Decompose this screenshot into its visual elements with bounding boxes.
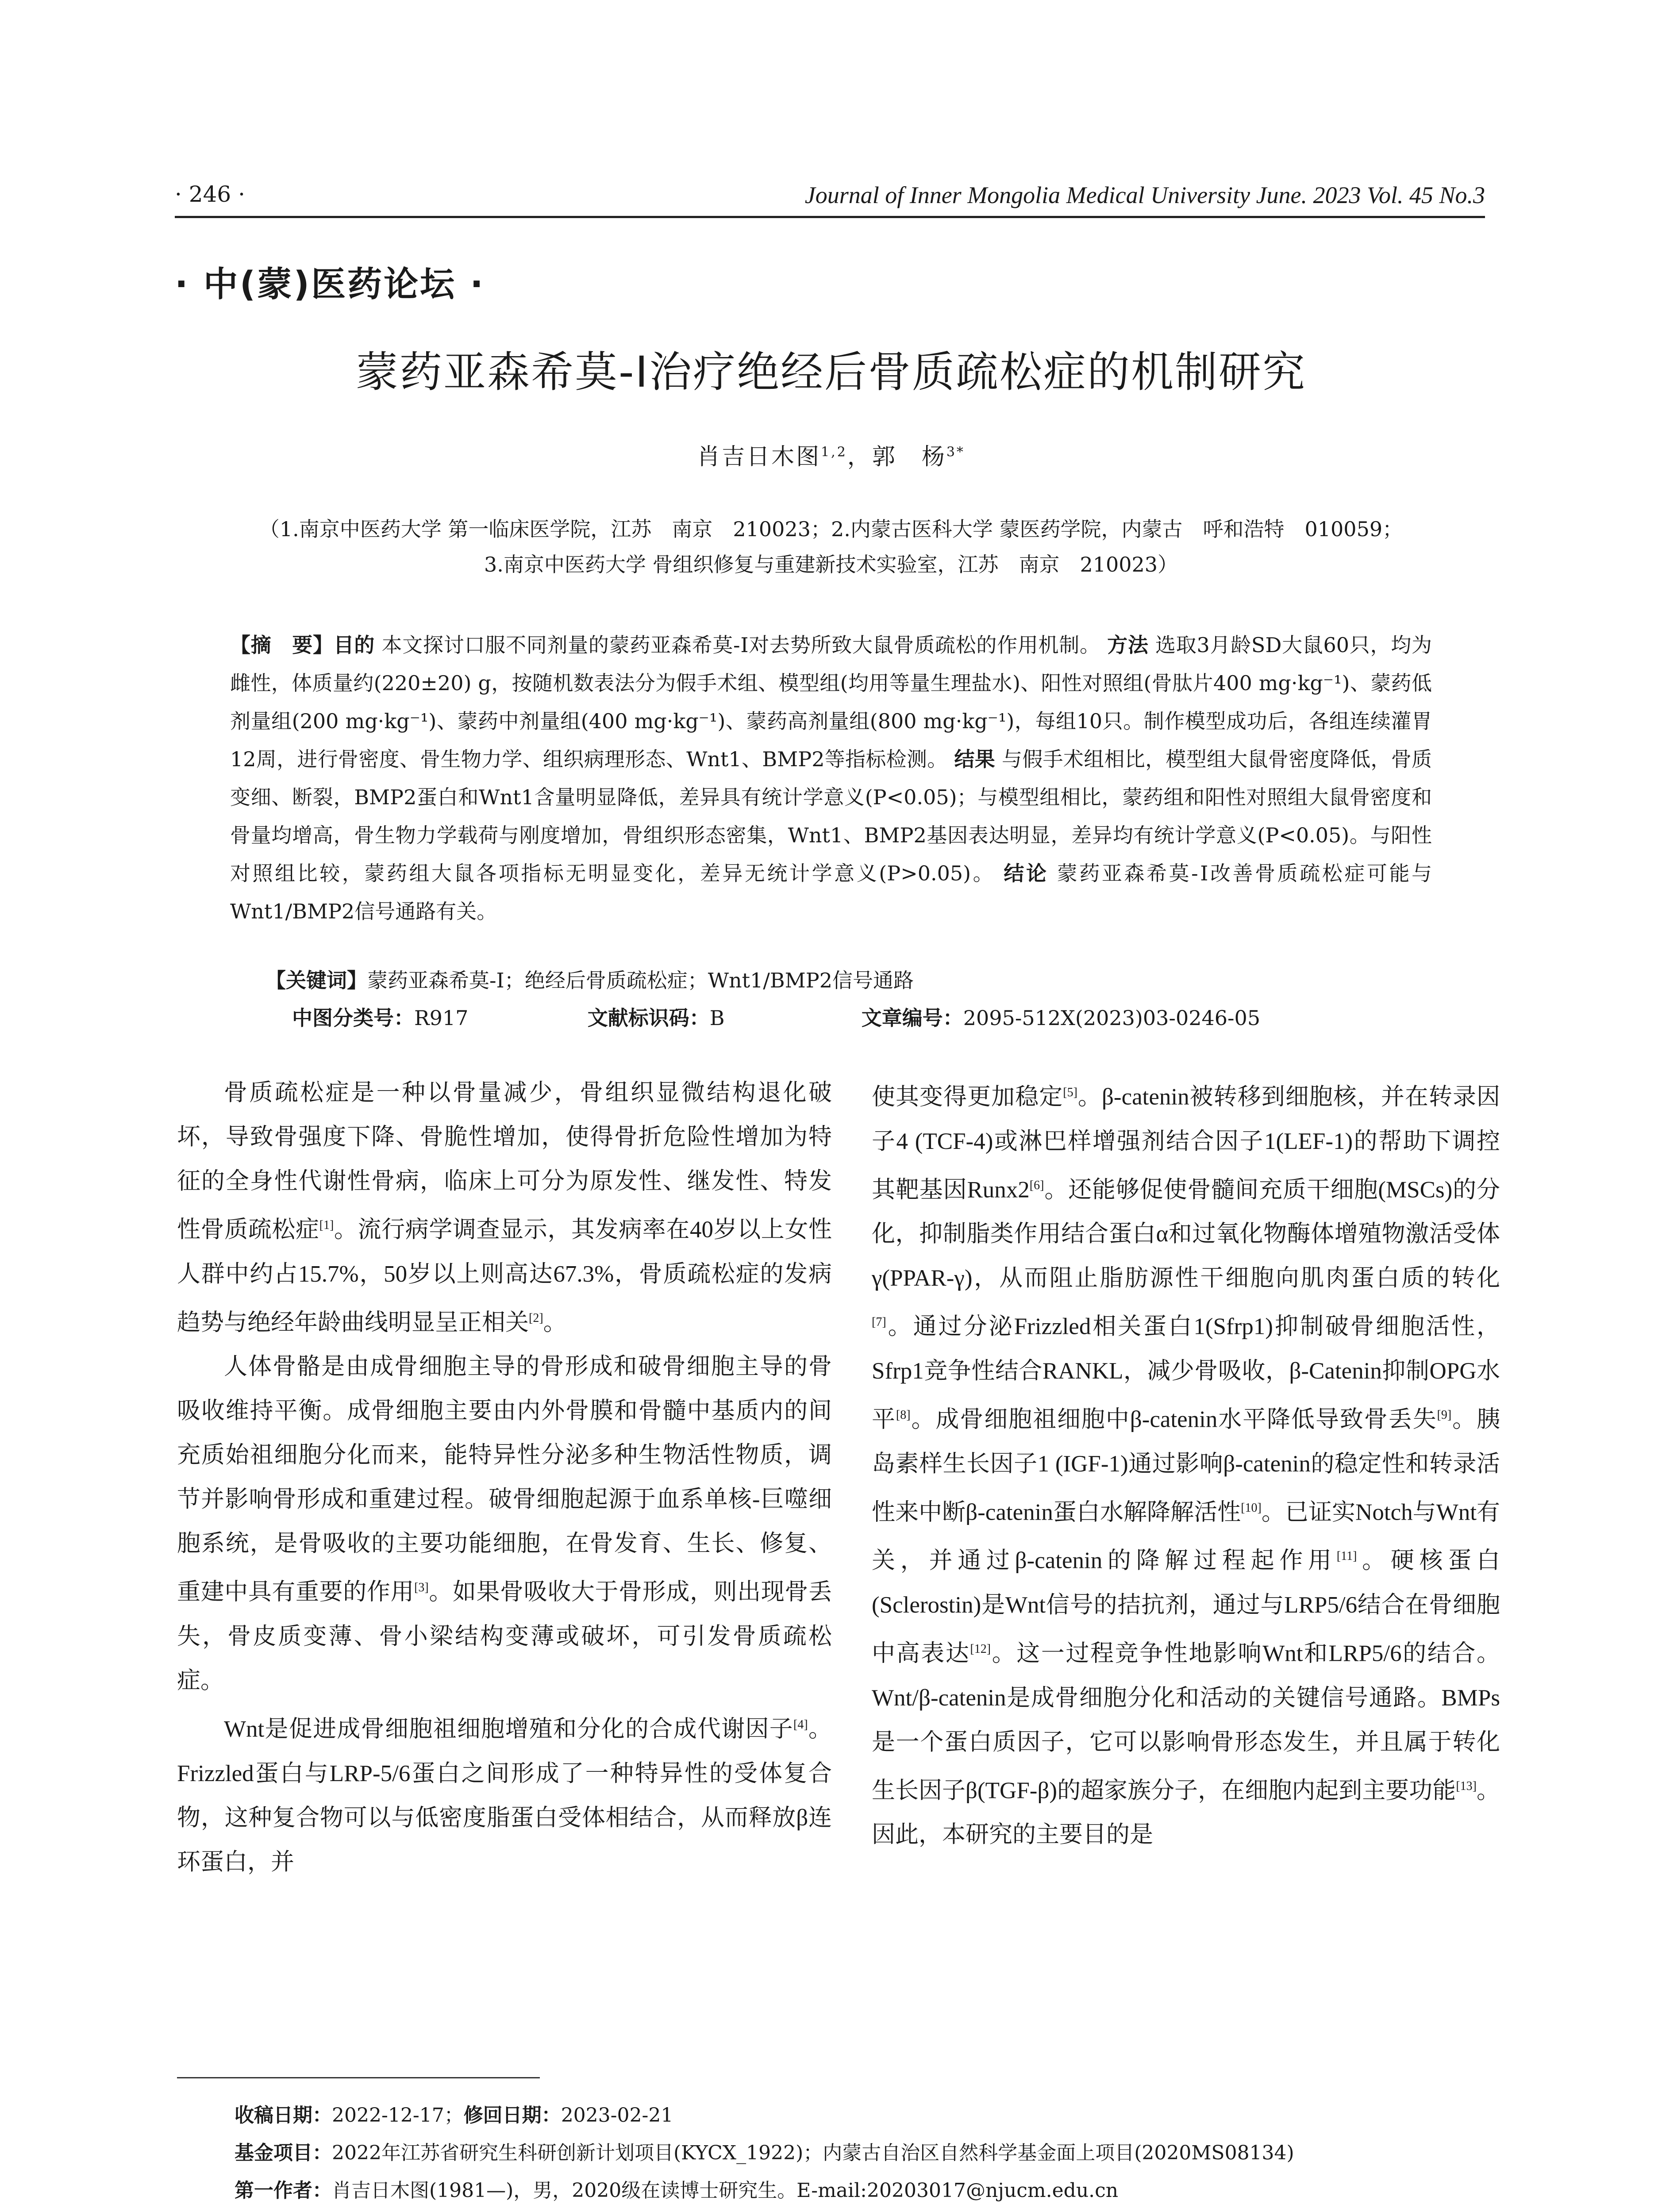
keywords bbox=[265, 964, 1432, 994]
footnote-dates bbox=[235, 2099, 1485, 2128]
abstract-label: 【摘 要】 bbox=[230, 633, 334, 657]
revised-date: 2023-02-21 bbox=[561, 2104, 673, 2127]
article-title: 蒙药亚森希莫-Ⅰ治疗绝经后骨质疏松症的机制研究 bbox=[356, 347, 1306, 397]
citation-ref: [12] bbox=[970, 1642, 991, 1656]
footnote-first-author bbox=[235, 2174, 1485, 2203]
article-number-value: 2095-512X(2023)03-0246-05 bbox=[963, 1006, 1261, 1030]
header-rule bbox=[175, 216, 1485, 218]
author-affiliation-mark: 3* bbox=[946, 444, 965, 460]
citation-ref: [6] bbox=[1029, 1178, 1044, 1192]
keywords-label: 【关键词】 bbox=[265, 968, 367, 992]
author-name: 郭 杨 bbox=[872, 444, 946, 470]
citation-ref: [8] bbox=[896, 1408, 911, 1422]
classification-row bbox=[292, 1002, 1432, 1031]
abstract bbox=[230, 626, 1432, 930]
affiliation-line: 3.南京中医药大学 骨组织修复与重建新技术实验室，江苏 南京 210023） bbox=[484, 553, 1178, 576]
affiliation-line: （1.南京中医药大学 第一临床医学院，江苏 南京 210023；2.内蒙古医科大学 蒙医药学院，内蒙古 呼和浩特 010059； bbox=[259, 517, 1403, 541]
doc-code-value: B bbox=[709, 1006, 725, 1030]
keywords-text: 蒙药亚森希莫-Ⅰ；绝经后骨质疏松症；Wnt1/BMP2信号通路 bbox=[367, 968, 914, 992]
clc-value: R917 bbox=[414, 1006, 469, 1030]
author-line bbox=[0, 438, 1662, 471]
body-paragraph: 骨质疏松症是一种以骨量减少，骨组织显微结构退化破坏，导致骨强度下降、骨脆性增加，使得骨折危险性增加为特征的全身性代谢性骨病，临床上可分为原发性、继发性、特发性骨质疏松症[1]。流行病学调查显示，其发病率在40岁以上女性人群中约占15.7%，50岁以上则高达67.3%，骨质疏松症的发病趋势与绝经年龄曲线明显呈正相关[2]。 bbox=[177, 1080, 832, 1336]
citation-ref: [13] bbox=[1456, 1779, 1477, 1793]
clc-label: 中图分类号： bbox=[292, 1006, 414, 1030]
article-number-label: 文章编号： bbox=[861, 1006, 963, 1030]
citation-ref: [1] bbox=[319, 1218, 334, 1232]
body-paragraph: 人体骨骼是由成骨细胞主导的骨形成和破骨细胞主导的骨吸收维持平衡。成骨细胞主要由内外骨膜和骨髓中基质内的间充质始祖细胞分化而来，能特异性分泌多种生物活性物质，调节并影响骨形成和重建过程。破骨细胞起源于血系单核-巨噬细胞系统，是骨吸收的主要功能细胞，在骨发育、生长、修复、重建中具有重要的作用[3]。如果骨吸收大于骨形成，则出现骨丢失，骨皮质变薄、骨小梁结构变薄或破坏，可引发骨质疏松症。 bbox=[177, 1354, 832, 1694]
conclusion-label: 结论 bbox=[1004, 861, 1049, 885]
methods-text: 选取3月龄SD大鼠60只，均为雌性，体质量约(220±20) g，按随机数表法分为假手术组、模型组(均用等量生理盐水)、阳性对照组(骨肽片400 mg·kg⁻¹)、蒙药低剂量组(200 mg·kg⁻¹)、蒙药中剂量组(400 mg·kg⁻¹)、蒙药高剂量组(800 mg·kg⁻¹)，每组10只。制作模型成功后，各组连续灌胃12周，进行骨密度、骨生物力学、组织病理形态、Wnt1、BMP2等指标检测。 bbox=[230, 633, 1432, 771]
first-author-label: 第一作者： bbox=[235, 2179, 332, 2202]
author-separator: ， bbox=[847, 444, 872, 470]
page-number: · 246 · bbox=[175, 181, 246, 207]
citation-ref: [9] bbox=[1437, 1408, 1452, 1422]
body-paragraph: 使其变得更加稳定[5]。β-catenin被转移到细胞核，并在转录因子4 (TCF-4)或淋巴样增强剂结合因子1(LEF-1)的帮助下调控其靶基因Runx2[6]。还能够促使骨髓间充质干细胞(MSCs)的分化，抑制脂类作用结合蛋白α和过氧化物酶体增殖物激活受体γ(PPAR-γ)，从而阻止脂肪源性干细胞向肌肉蛋白质的转化[7]。通过分泌Frizzled相关蛋白1(Sfrp1)抑制破骨细胞活性，Sfrp1竞争性结合RANKL，减少骨吸收，β-Catenin抑制OPG水平[8]。成骨细胞祖细胞中β-catenin水平降低导致骨丢失[9]。胰岛素样生长因子1 (IGF-1)通过影响β-catenin的稳定性和转录活性来中断β-catenin蛋白水解降解活性[10]。已证实Notch与Wnt有关，并通过β-catenin的降解过程起作用[11]。硬核蛋白(Sclerostin)是Wnt信号的拮抗剂，通过与LRP5/6结合在骨细胞中高表达[12]。这一过程竞争性地影响Wnt和LRP5/6的结合。Wnt/β-catenin是成骨细胞分化和活动的关键信号通路。BMPs是一个蛋白质因子，它可以影响骨形态发生，并且属于转化生长因子β(TGF-β)的超家族分子，在细胞内起到主要功能[13]。因此，本研究的主要目的是 bbox=[872, 1084, 1500, 1848]
fund-text: 2022年江苏省研究生科研创新计划项目(KYCX_1922)；内蒙古自治区自然科学基金面上项目(2020MS08134) bbox=[332, 2142, 1294, 2164]
fund-label: 基金项目： bbox=[235, 2142, 332, 2164]
citation-ref: [4] bbox=[793, 1717, 808, 1732]
body-column-left bbox=[177, 1071, 832, 1884]
received-label: 收稿日期： bbox=[235, 2104, 332, 2127]
body-column-right bbox=[872, 1071, 1500, 1857]
column-name: · 中(蒙)医药论坛 · bbox=[175, 265, 485, 304]
first-author-text: 肖吉日木图(1981—)，男，2020级在读博士研究生。E-mail:20203017@njucm.edu.cn bbox=[332, 2179, 1119, 2202]
body-paragraph: Wnt是促进成骨细胞祖细胞增殖和分化的合成代谢因子[4]。Frizzled蛋白与LRP-5/6蛋白之间形成了一种特异性的受体复合物，这种复合物可以与低密度脂蛋白受体相结合，从而释放β连环蛋白，并 bbox=[177, 1716, 832, 1875]
citation-ref: [7] bbox=[872, 1315, 886, 1329]
author-affiliation-mark: 1,2 bbox=[821, 444, 847, 460]
results-text: 与假手术组相比，模型组大鼠骨密度降低，骨质变细、断裂，BMP2蛋白和Wnt1含量明显降低，差异具有统计学意义(P<0.05)；与模型组相比，蒙药组和阳性对照组大鼠骨密度和骨量均增高，骨生物力学载荷与刚度增加，骨组织形态密集，Wnt1、BMP2基因表达明显，差异均有统计学意义(P<0.05)。与阳性对照组比较，蒙药组大鼠各项指标无明显变化，差异无统计学意义(P>0.05)。 bbox=[230, 747, 1432, 885]
citation-ref: [11] bbox=[1336, 1549, 1357, 1563]
citation-ref: [10] bbox=[1241, 1501, 1262, 1515]
doc-code-label: 文献标识码： bbox=[587, 1006, 710, 1030]
footnote-rule bbox=[177, 2077, 540, 2078]
journal-header: Journal of Inner Mongolia Medical University June. 2023 Vol. 45 No.3 bbox=[804, 182, 1485, 208]
citation-ref: [3] bbox=[414, 1581, 429, 1595]
revised-label: 修回日期： bbox=[463, 2104, 561, 2127]
footnote-fund bbox=[235, 2137, 1485, 2165]
methods-label: 方法 bbox=[1107, 633, 1149, 657]
conclusion-text: 蒙药亚森希莫-Ⅰ改善骨质疏松症可能与Wnt1/BMP2信号通路有关。 bbox=[230, 861, 1432, 923]
citation-ref: [5] bbox=[1063, 1086, 1077, 1099]
objective-text: 本文探讨口服不同剂量的蒙药亚森希莫-Ⅰ对去势所致大鼠骨质疏松的作用机制。 bbox=[381, 633, 1100, 657]
citation-ref: [2] bbox=[529, 1311, 543, 1325]
objective-label: 目的 bbox=[333, 633, 375, 657]
author-name: 肖吉日木图 bbox=[697, 444, 821, 470]
results-label: 结果 bbox=[954, 747, 996, 771]
received-date: 2022-12-17； bbox=[332, 2104, 464, 2127]
